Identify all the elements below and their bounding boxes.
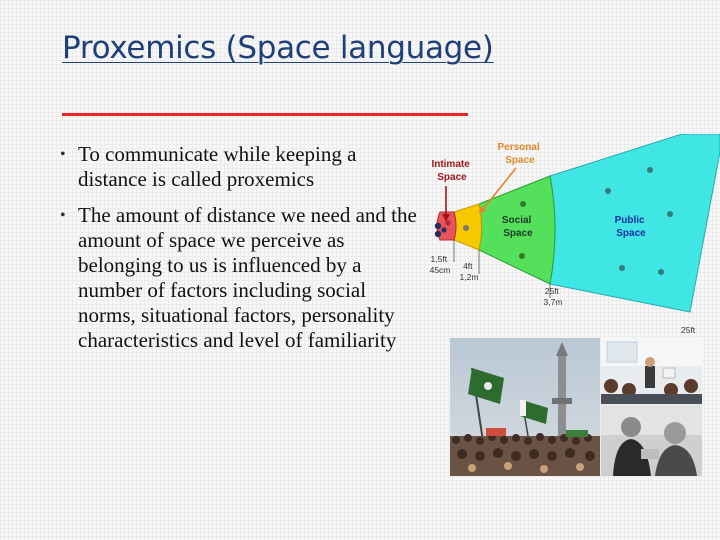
distance-label-2-line1: 4ft	[463, 261, 473, 271]
title-divider	[62, 113, 468, 116]
svg-text:4ft 1,2m	[460, 261, 479, 282]
public-label-line1: Public	[614, 215, 645, 226]
slide-title: Proxemics (Space language)	[62, 30, 494, 66]
distance-label-4: 25ft	[680, 325, 696, 335]
classroom-photo	[601, 338, 702, 404]
svg-text:25ft	[681, 325, 696, 335]
social-label-line2: Space	[503, 228, 533, 239]
svg-text:Personal Space	[497, 142, 542, 166]
svg-text:25ft 3,7m	[544, 286, 563, 307]
public-label-line2: Space	[616, 228, 646, 239]
bullet-icon: •	[60, 146, 66, 163]
svg-text:1,5ft 45cm	[430, 254, 451, 275]
proxemics-diagram	[414, 134, 720, 340]
personal-label-line2: Space	[505, 155, 535, 166]
svg-text:Intimate Space	[431, 159, 472, 183]
bullet-item	[60, 142, 422, 192]
distance-label-3-line1: 25ft	[544, 286, 559, 296]
distance-label-1-line1: 1,5ft	[430, 254, 448, 264]
intimate-label-line1: Intimate	[431, 159, 470, 170]
distance-label-1-line2: 45cm	[429, 265, 451, 275]
bullet-list	[60, 142, 422, 364]
conversation-photo	[601, 405, 702, 476]
bullet-text: To communicate while keeping a distance is called proxemics	[78, 142, 357, 191]
intimate-label-line2: Space	[437, 172, 467, 183]
social-label-line1: Social	[501, 215, 532, 226]
bullet-item	[60, 203, 422, 353]
crowd-rally-photo	[450, 338, 600, 476]
distance-label-2-line2: 1,2m	[459, 272, 479, 282]
distance-label-3-line2: 3,7m	[543, 297, 563, 307]
bullet-text: The amount of distance we need and the amount of space we perceive as belonging to us is influenced by a number of factors including social norms, situational factors, personality characteristics and level of familiarity	[78, 203, 417, 352]
personal-label-line1: Personal	[497, 142, 540, 153]
bullet-icon: •	[60, 207, 66, 224]
